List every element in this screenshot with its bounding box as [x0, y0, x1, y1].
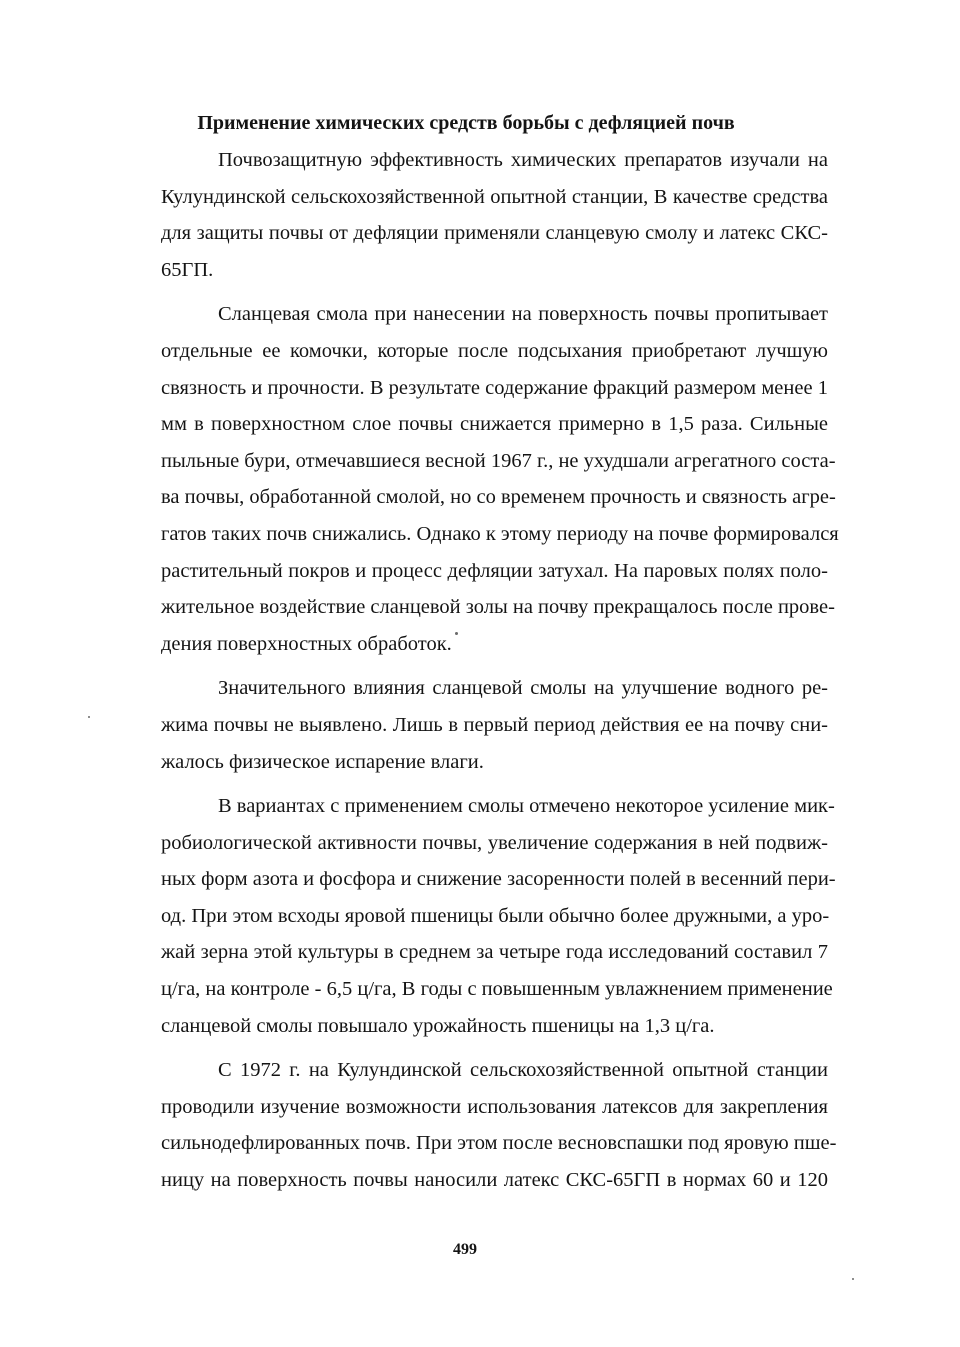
text-line: робиологической активности почвы, увеличение содержания в ней подвиж-	[161, 831, 828, 854]
text-line: ц/га, на контроле - 6,5 ц/га, В годы с повышенным увлажнением применение	[161, 978, 833, 1001]
text-line: растительный покров и процесс дефляции затухал. На паровых полях поло-	[161, 559, 828, 582]
text-line: 65ГП.	[161, 258, 214, 281]
text-line: Значительного влияния сланцевой смолы на улучшение водного ре-	[218, 677, 828, 700]
text-line: для защиты почвы от дефляции применяли сланцевую смолу и латекс СКС-	[161, 222, 828, 245]
text-line: жительное воздействие сланцевой золы на почву прекращалось после прове-	[161, 596, 835, 619]
page-title: Применение химических средств борьбы с дефляцией почв	[197, 112, 735, 134]
text-line: Сланцевая смола при нанесении на поверхность почвы пропитывает	[218, 303, 828, 326]
text-line: сланцевой смолы повышало урожайность пшеницы на 1,3 ц/га.	[161, 1014, 715, 1037]
text-line: гатов таких почв снижались. Однако к этому периоду на почве формировался	[161, 522, 839, 545]
scan-speck	[455, 632, 458, 635]
scan-speck	[852, 1278, 854, 1280]
text-line: жима почвы не выявлено. Лишь в первый период действия ее на почву сни-	[161, 713, 828, 736]
text-line: жай зерна этой культуры в среднем за четыре года исследований составил 7	[161, 941, 828, 964]
text-line: мм в поверхностном слое почвы снижается примерно в 1,5 раза. Сильные	[161, 413, 828, 436]
page-number: 499	[453, 1241, 477, 1258]
paragraph-1	[104, 142, 828, 288]
paragraph-2	[104, 296, 839, 662]
text-line: ва почвы, обработанной смолой, но со временем прочность и связность агре-	[161, 486, 836, 509]
text-line: жалось физическое испарение влаги.	[161, 750, 484, 773]
text-line: Кулундинской сельскохозяйственной опытной станции, В качестве средства	[161, 185, 828, 208]
text-line: С 1972 г. на Кулундинской сельскохозяйственной опытной станции	[218, 1059, 828, 1082]
text-line: ных форм азота и фосфора и снижение засоренности полей в весенний пери-	[161, 868, 836, 891]
paragraph-4	[104, 788, 836, 1044]
text-line: отдельные ее комочки, которые после подсыхания приобретают лучшую	[161, 339, 828, 362]
text-line: проводили изучение возможности использования латексов для закрепления	[161, 1095, 828, 1118]
text-line: дения поверхностных обработок.	[161, 632, 452, 655]
text-line: сильнодефлированных почв. При этом после весновспашки под яровую пше-	[161, 1132, 837, 1155]
text-line: Почвозащитную эффективность химических препаратов изучали на	[218, 149, 828, 171]
text-line: пыльные бури, отмечавшиеся весной 1967 г., не ухудшали агрегатного соста-	[161, 449, 836, 472]
text-line: В вариантах с применением смолы отмечено некоторое усиление мик-	[218, 795, 835, 818]
text-line: од. При этом всходы яровой пшеницы были обычно более дружными, а уро-	[161, 904, 830, 927]
scan-speck	[88, 716, 90, 718]
paragraph-5	[104, 1052, 837, 1198]
paragraph-3	[104, 670, 828, 780]
text-line: ницу на поверхность почвы наносили латекс СКС-65ГП в нормах 60 и 120	[161, 1169, 828, 1192]
body-text	[104, 142, 839, 1199]
text-line: связность и прочности. В результате содержание фракций размером менее 1	[161, 376, 828, 399]
